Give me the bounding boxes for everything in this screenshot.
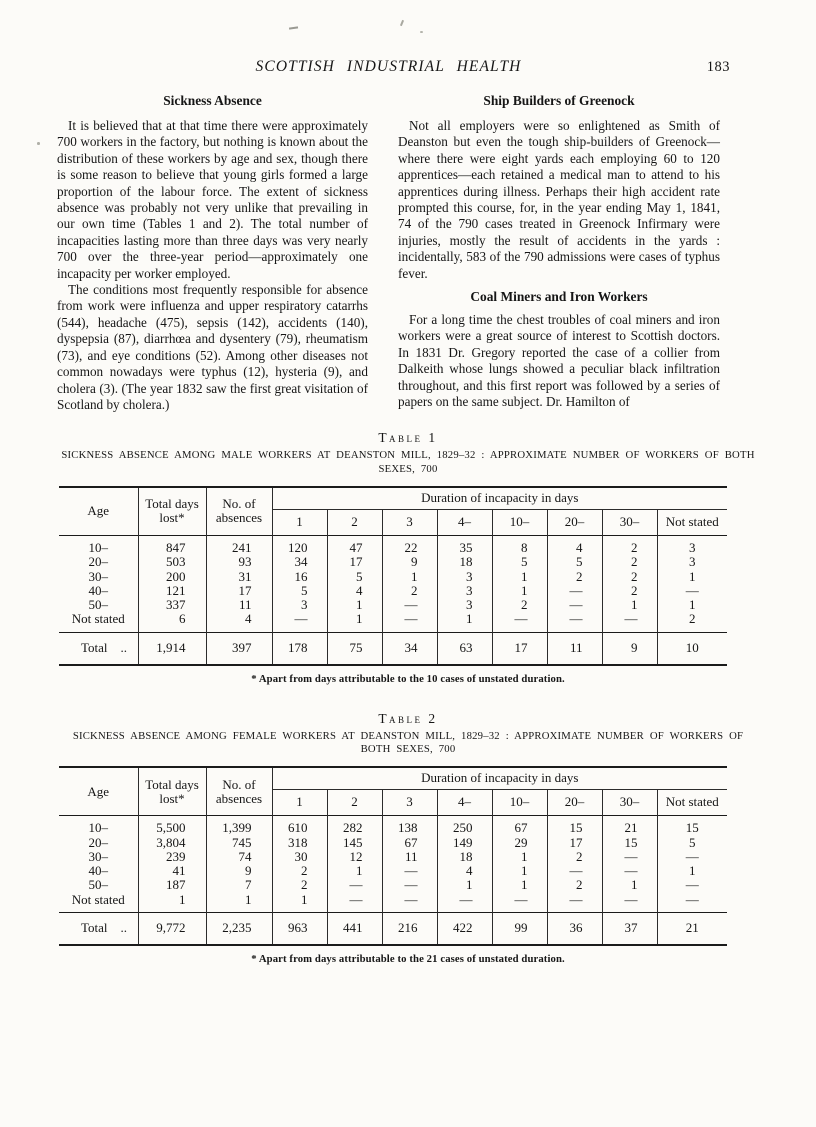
table-cell: 30: [272, 850, 327, 864]
table-1-label: Table 1: [378, 430, 438, 446]
table-cell: 99: [492, 913, 547, 946]
table-cell: 3: [437, 570, 492, 584]
table-cell: —: [602, 864, 657, 878]
table-row: [59, 570, 727, 584]
table-cell: 15: [547, 816, 602, 836]
column-header-duration-4: 4–: [437, 509, 492, 535]
table-body: [59, 816, 727, 913]
table-cell: 9: [602, 632, 657, 665]
table-row: [59, 878, 727, 892]
table-cell: 5: [327, 570, 382, 584]
paragraph: Not all employers were so enlightened as Smith of Deanston but even the tough ship-builders of Greenock—where there were eight yards each employing 60 to 120 apprentices—each retained a medical man to attend to his apprentices during illness. Perhaps their high accident rate prompted this course, for, in the year ending May 1, 1841, 74 of the 790 cases treated in Greenock Infirmary were injuries, mostly the result of accidents in the yards : incidentally, 583 of the 790 admissions were cases of typhus fever.: [398, 118, 720, 281]
table-row: [59, 584, 727, 598]
table-cell: 10–: [59, 816, 138, 836]
table-footer: [59, 632, 727, 665]
section-heading-sickness-absence: Sickness Absence: [163, 93, 262, 108]
table-cell: 10: [657, 632, 727, 665]
table-cell: 239: [138, 850, 206, 864]
table-cell: —: [602, 850, 657, 864]
table-1-caption: SICKNESS ABSENCE AMONG MALE WORKERS AT DEANSTON MILL, 1829–32 : APPROXIMATE NUMBER OF WORKERS OF BOTH SEXES, 700: [61, 449, 755, 476]
sickness-table-female: [59, 766, 727, 946]
table-cell: 3: [657, 535, 727, 555]
table-header: [59, 487, 727, 536]
table-cell: 41: [138, 864, 206, 878]
scan-artifact: [420, 31, 423, 33]
total-row: [59, 913, 727, 946]
table-cell: 21: [657, 913, 727, 946]
table-cell: 17: [206, 584, 272, 598]
table-cell: 121: [138, 584, 206, 598]
table-cell: 3: [272, 598, 327, 612]
table-cell: 67: [382, 836, 437, 850]
sickness-table-male: [59, 486, 727, 666]
table-cell: 1: [138, 893, 206, 913]
table-cell: 11: [382, 850, 437, 864]
table-cell: 2: [602, 570, 657, 584]
table-cell: 50–: [88, 877, 108, 893]
table-cell: 963: [272, 913, 327, 946]
paragraph: The conditions most frequently responsible for absence from work were influenza and upper respiratory catarrhs (544), headache (475), sepsis (142), accidents (140), dyspepsia (87), diarrhœa and dysentery (79), rheumatism (73), and eye conditions (52). Among other diseases not common nowadays were typhus (12), hysteria (9), and cholera (3). (The year 1832 saw the first great visitation of Scotland by cholera.): [57, 282, 368, 412]
column-header-total-days-lost: Total days lost*: [138, 767, 206, 816]
column-header-duration-30: 30–: [602, 790, 657, 816]
table-2-section: [57, 711, 759, 965]
article-body: [57, 93, 720, 413]
table-cell: 20–: [88, 834, 108, 850]
table-cell: —: [657, 850, 727, 864]
journal-title: SCOTTISH INDUSTRIAL HEALTH: [255, 58, 522, 75]
table-row: [59, 893, 727, 913]
table-row: [59, 864, 727, 878]
table-cell: 4: [437, 864, 492, 878]
left-column: [57, 93, 368, 413]
table-cell: 216: [382, 913, 437, 946]
table-cell: 9: [382, 555, 437, 569]
table-cell: 337: [138, 598, 206, 612]
table-cell: 4: [547, 535, 602, 555]
table-cell: 138: [382, 816, 437, 836]
table-cell: 5,500: [138, 816, 206, 836]
table-cell: 1: [492, 864, 547, 878]
table-cell: 35: [437, 535, 492, 555]
paragraph: For a long time the chest troubles of coal miners and iron workers were a great source of interest to Scottish doctors. In 1831 Dr. Gregory reported the case of a collier from Dalkeith whose lungs showed a peculiar black infiltration throughout, and this first report was followed by a series of papers on the same subject. Dr. Hamilton of: [398, 312, 720, 410]
table-cell: 610: [272, 816, 327, 836]
table-cell: 93: [206, 555, 272, 569]
table-cell: —: [547, 584, 602, 598]
table-cell: 120: [272, 535, 327, 555]
table-cell: —: [547, 612, 602, 632]
column-header-duration-2: 2: [327, 790, 382, 816]
table-cell: Not stated: [71, 611, 125, 627]
table-cell: —: [382, 598, 437, 612]
table-cell: 2: [272, 864, 327, 878]
table-cell: 2: [602, 584, 657, 598]
table-cell: 15: [657, 816, 727, 836]
table-cell: 17: [492, 632, 547, 665]
table-cell: 30–: [88, 568, 108, 584]
table-cell: 30–: [88, 848, 108, 864]
table-cell: Total ..: [59, 913, 138, 946]
column-header-duration-30: 30–: [602, 509, 657, 535]
table-cell: 282: [327, 816, 382, 836]
table-cell: —: [547, 598, 602, 612]
table-cell: —: [492, 893, 547, 913]
table-cell: 47: [327, 535, 382, 555]
table-cell: 34: [272, 555, 327, 569]
table-cell: 21: [602, 816, 657, 836]
table-cell: 1: [657, 570, 727, 584]
table-cell: 36: [547, 913, 602, 946]
table-row: [59, 850, 727, 864]
section-heading-ship-builders: Ship Builders of Greenock: [483, 93, 635, 108]
column-header-not-stated: Not stated: [657, 790, 727, 816]
table-cell: 1: [602, 878, 657, 892]
table-cell: 40–: [88, 582, 108, 598]
table-cell: —: [657, 893, 727, 913]
scan-artifact: [400, 20, 404, 26]
table-cell: 40–: [88, 863, 108, 879]
table-header: [59, 767, 727, 816]
right-column: [398, 93, 720, 413]
table-cell: 10–: [59, 535, 138, 555]
scan-artifact: [37, 142, 40, 145]
table-cell: 1: [327, 864, 382, 878]
table-cell: 67: [492, 816, 547, 836]
table-cell: —: [327, 893, 382, 913]
table-cell: 50–: [88, 597, 108, 613]
table-cell: 1: [492, 584, 547, 598]
table-row: [59, 598, 727, 612]
table-cell: 7: [206, 878, 272, 892]
table-cell: 1: [206, 893, 272, 913]
table-cell: 178: [272, 632, 327, 665]
table-cell: —: [657, 878, 727, 892]
table-cell: 18: [437, 555, 492, 569]
table-cell: 1: [657, 864, 727, 878]
table-cell: 17: [547, 836, 602, 850]
table-row: [59, 836, 727, 850]
table-cell: 2: [547, 850, 602, 864]
table-1-footnote: * Apart from days attributable to the 10 cases of unstated duration.: [251, 672, 565, 685]
table-cell: 17: [327, 555, 382, 569]
table-cell: 1: [327, 598, 382, 612]
table-cell: 1,399: [206, 816, 272, 836]
table-cell: 241: [206, 535, 272, 555]
table-cell: 5: [547, 555, 602, 569]
column-header-duration-1: 1: [272, 790, 327, 816]
table-cell: 200: [138, 570, 206, 584]
table-row: [59, 612, 727, 632]
table-cell: 1: [437, 612, 492, 632]
table-cell: 503: [138, 555, 206, 569]
table-cell: 1: [657, 598, 727, 612]
table-cell: 847: [138, 535, 206, 555]
column-header-duration-1: 1: [272, 509, 327, 535]
column-header-total-days-lost: Total days lost*: [138, 487, 206, 536]
table-cell: 9: [206, 864, 272, 878]
table-cell: —: [602, 612, 657, 632]
table-cell: 4: [206, 612, 272, 632]
table-cell: 1: [492, 850, 547, 864]
column-group-duration: Duration of incapacity in days: [272, 767, 727, 790]
column-header-duration-2: 2: [327, 509, 382, 535]
table-cell: 2,235: [206, 913, 272, 946]
table-cell: 250: [437, 816, 492, 836]
table-cell: 16: [272, 570, 327, 584]
table-cell: 1: [437, 878, 492, 892]
column-header-no-of-absences: No. of absences: [206, 767, 272, 816]
table-cell: 22: [382, 535, 437, 555]
table-cell: —: [547, 864, 602, 878]
table-cell: 15: [602, 836, 657, 850]
table-cell: 2: [272, 878, 327, 892]
table-cell: 441: [327, 913, 382, 946]
table-cell: 29: [492, 836, 547, 850]
column-header-duration-10: 10–: [492, 509, 547, 535]
table-cell: —: [382, 893, 437, 913]
table-cell: —: [382, 878, 437, 892]
table-cell: 1: [272, 893, 327, 913]
table-cell: 2: [547, 878, 602, 892]
table-cell: 1: [327, 612, 382, 632]
table-cell: —: [547, 893, 602, 913]
table-cell: 149: [437, 836, 492, 850]
table-cell: 5: [657, 836, 727, 850]
table-cell: —: [492, 612, 547, 632]
table-cell: 1: [492, 570, 547, 584]
table-cell: —: [657, 584, 727, 598]
table-cell: 3: [437, 584, 492, 598]
table-cell: 4: [327, 584, 382, 598]
table-cell: 3: [657, 555, 727, 569]
table-cell: Total ..: [59, 632, 138, 665]
table-cell: 2: [602, 555, 657, 569]
table-cell: 3,804: [138, 836, 206, 850]
table-2-label: Table 2: [378, 710, 438, 726]
column-header-duration-20: 20–: [547, 790, 602, 816]
scan-artifact: [289, 26, 298, 29]
table-cell: 2: [492, 598, 547, 612]
table-cell: 2: [657, 612, 727, 632]
table-footer: [59, 913, 727, 946]
section-heading-coal-miners: Coal Miners and Iron Workers: [470, 289, 648, 305]
table-cell: 37: [602, 913, 657, 946]
table-2-footnote: * Apart from days attributable to the 21 cases of unstated duration.: [251, 953, 565, 966]
table-cell: 18: [437, 850, 492, 864]
column-header-duration-20: 20–: [547, 509, 602, 535]
table-row: [59, 816, 727, 836]
table-cell: 397: [206, 632, 272, 665]
table-row: [59, 555, 727, 569]
table-2-caption: SICKNESS ABSENCE AMONG FEMALE WORKERS AT DEANSTON MILL, 1829–32 : APPROXIMATE NUMBER OF WORKERS OF BOTH SEXES, 700: [72, 729, 744, 756]
table-cell: 145: [327, 836, 382, 850]
table-cell: 12: [327, 850, 382, 864]
table-cell: 1,914: [138, 632, 206, 665]
table-cell: 63: [437, 632, 492, 665]
table-cell: 318: [272, 836, 327, 850]
table-cell: 3: [437, 598, 492, 612]
column-header-duration-3: 3: [382, 509, 437, 535]
table-cell: —: [327, 878, 382, 892]
column-header-age: Age: [87, 783, 110, 799]
table-cell: 20–: [88, 554, 108, 570]
table-cell: 9,772: [138, 913, 206, 946]
column-header-no-of-absences: No. of absences: [206, 487, 272, 536]
table-cell: 2: [382, 584, 437, 598]
table-cell: 34: [382, 632, 437, 665]
column-header-duration-4: 4–: [437, 790, 492, 816]
column-group-duration: Duration of incapacity in days: [272, 487, 727, 510]
table-cell: 11: [547, 632, 602, 665]
column-header-duration-10: 10–: [492, 790, 547, 816]
running-header: [57, 58, 759, 80]
page-number: 183: [706, 59, 730, 75]
table-cell: 745: [206, 836, 272, 850]
table-cell: —: [382, 864, 437, 878]
table-cell: 5: [272, 584, 327, 598]
table-cell: —: [437, 893, 492, 913]
table-cell: —: [602, 893, 657, 913]
total-row: [59, 632, 727, 665]
table-cell: 1: [602, 598, 657, 612]
column-header-duration-3: 3: [382, 790, 437, 816]
table-cell: 11: [206, 598, 272, 612]
table-1-section: [57, 430, 759, 684]
table-cell: 1: [492, 878, 547, 892]
table-cell: 6: [138, 612, 206, 632]
table-cell: 75: [327, 632, 382, 665]
table-body: [59, 535, 727, 632]
table-cell: 8: [492, 535, 547, 555]
table-cell: 31: [206, 570, 272, 584]
table-cell: —: [382, 612, 437, 632]
table-cell: 5: [492, 555, 547, 569]
table-cell: 2: [602, 535, 657, 555]
column-header-age: Age: [87, 503, 110, 519]
table-cell: 1: [382, 570, 437, 584]
table-cell: 187: [138, 878, 206, 892]
table-cell: 2: [547, 570, 602, 584]
table-cell: 74: [206, 850, 272, 864]
column-header-not-stated: Not stated: [657, 509, 727, 535]
table-cell: —: [272, 612, 327, 632]
table-cell: Not stated: [71, 891, 125, 907]
table-row: [59, 535, 727, 555]
table-cell: 422: [437, 913, 492, 946]
paragraph: It is believed that at that time there were approximately 700 workers in the factory, but nothing is known about the distribution of these workers by age and sex, though there is some reason to believe that young girls formed a large proportion of the labour force. The extent of sickness absence was probably not very unlike that prevailing in our own time (Tables 1 and 2). The total number of incapacities lasting more than three days was very nearly 700 over the three-year period—approximately one incapacity per worker employed.: [57, 118, 368, 281]
